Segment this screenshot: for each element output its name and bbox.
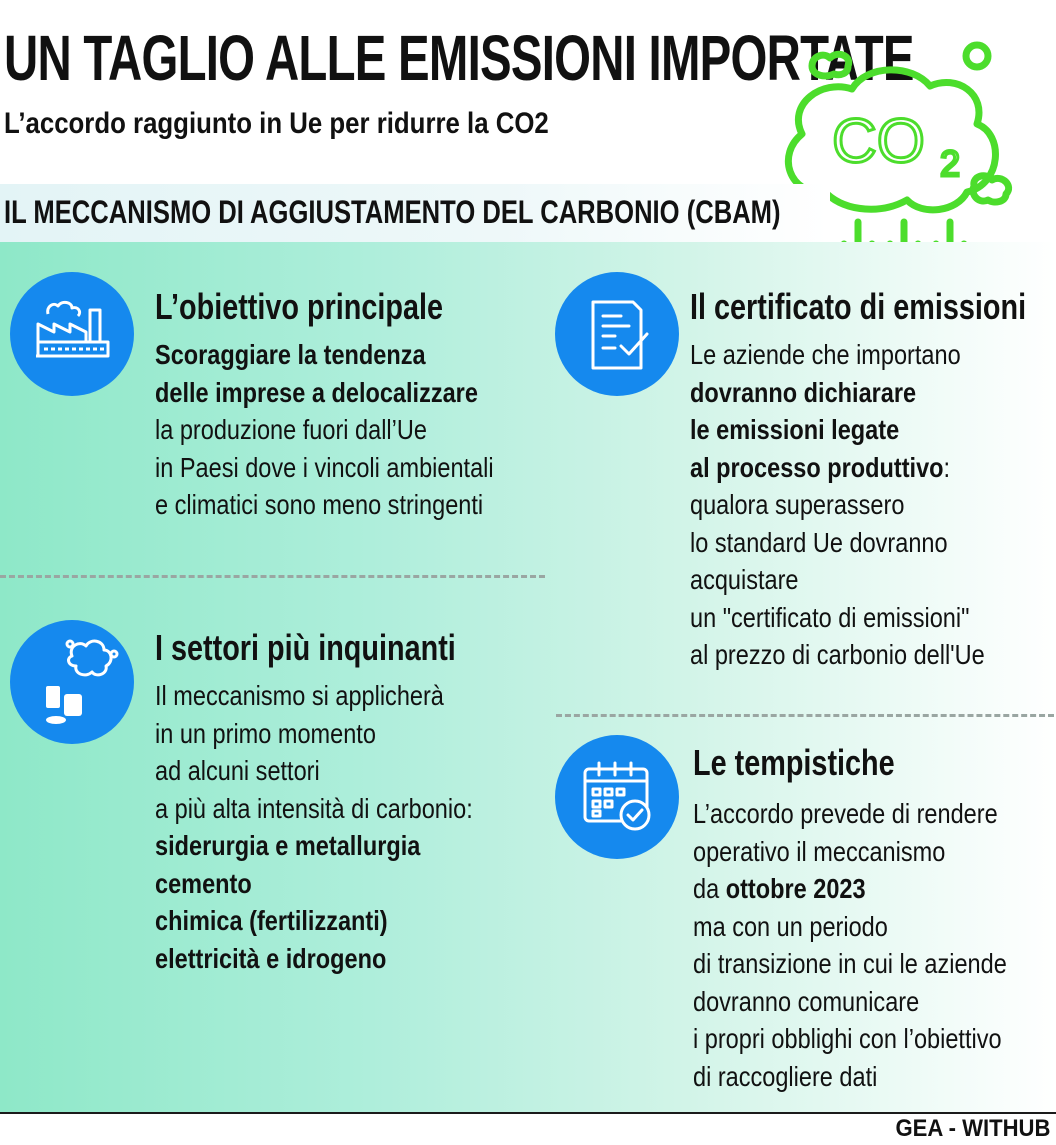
- obiettivo-line-5: e climatici sono meno stringenti: [155, 489, 484, 520]
- section-title-tempistiche: Le tempistiche: [693, 742, 895, 783]
- certificato-bold-2: le emissioni legate: [690, 414, 900, 445]
- settori-line-5: siderurgia e metallurgia: [155, 830, 421, 861]
- settori-line-4: a più alta intensità di carbonio:: [155, 792, 473, 824]
- tempistiche-line-8: di raccogliere dati: [693, 1060, 878, 1092]
- section-title-obiettivo: L’obiettivo principale: [155, 286, 444, 327]
- section-title-settori: I settori più inquinanti: [155, 627, 456, 668]
- certificate-checklist-icon: [555, 272, 679, 396]
- certificato-line-4: [690, 449, 985, 487]
- certificato-bold-1: dovranno dichiarare: [690, 376, 917, 408]
- tempistiche-line-5: di transizione in cui le aziende: [693, 948, 1007, 979]
- factory-icon: [10, 272, 134, 396]
- tempistiche-line-7: i propri obblighi con l’obiettivo: [693, 1023, 1002, 1054]
- tempistiche-line-6: dovranno comunicare: [693, 985, 920, 1017]
- co2-subscript: 2: [940, 143, 961, 184]
- divider-right: [556, 714, 1054, 717]
- settori-line-6: cemento: [155, 867, 252, 899]
- band-heading: IL MECCANISMO DI AGGIUSTAMENTO DEL CARBONIO (CBAM): [4, 194, 781, 230]
- obiettivo-line-1: Scoraggiare la tendenza: [155, 339, 426, 370]
- tempistiche-date-prefix: da: [693, 873, 726, 904]
- certificato-line-6: lo standard Ue dovranno: [690, 526, 948, 558]
- obiettivo-line-3: la produzione fuori dall’Ue: [155, 414, 427, 445]
- tempistiche-line-1: L’accordo prevede di rendere: [693, 798, 998, 829]
- settori-line-3: ad alcuni settori: [155, 755, 320, 786]
- certificato-colon: :: [943, 451, 951, 483]
- certificato-line-5: qualora superassero: [690, 489, 905, 520]
- section-body-tempistiche: [693, 795, 1007, 1095]
- tempistiche-line-2: operativo il meccanismo: [693, 835, 946, 867]
- settori-line-1: Il meccanismo si applicherà: [155, 680, 444, 711]
- section-body-settori: [155, 677, 473, 977]
- footer-credit: GEA - WITHUB: [895, 1115, 1050, 1142]
- obiettivo-line-2: delle imprese a delocalizzare: [155, 376, 478, 408]
- obiettivo-line-4: in Paesi dove i vincoli ambientali: [155, 451, 494, 483]
- certificato-line-7: acquistare: [690, 564, 799, 595]
- tempistiche-line-3: [693, 870, 1007, 908]
- industry-emissions-icon: [10, 620, 134, 744]
- page-subtitle: L’accordo raggiunto in Ue per ridurre la CO2: [4, 107, 549, 140]
- certificato-bold-3: al processo produttivo: [690, 451, 944, 483]
- certificato-line-8: un "certificato di emissioni": [690, 601, 970, 633]
- section-title-certificato: Il certificato di emissioni: [690, 286, 1027, 327]
- settori-line-8: elettricità e idrogeno: [155, 942, 387, 974]
- calendar-check-icon: [555, 735, 679, 859]
- settori-line-7: chimica (fertilizzanti): [155, 905, 388, 936]
- co2-label: CO: [832, 107, 925, 176]
- settori-line-2: in un primo momento: [155, 717, 376, 749]
- tempistiche-date: ottobre 2023: [725, 873, 866, 904]
- certificato-line-1: Le aziende che importano: [690, 339, 961, 370]
- tempistiche-line-4: ma con un periodo: [693, 910, 888, 942]
- certificato-line-9: al prezzo di carbonio dell'Ue: [690, 639, 985, 670]
- divider-left: [0, 575, 545, 578]
- page-title: UN TAGLIO ALLE EMISSIONI IMPORTATE: [4, 22, 914, 94]
- section-body-obiettivo: [155, 336, 494, 524]
- section-body-certificato: [690, 336, 985, 674]
